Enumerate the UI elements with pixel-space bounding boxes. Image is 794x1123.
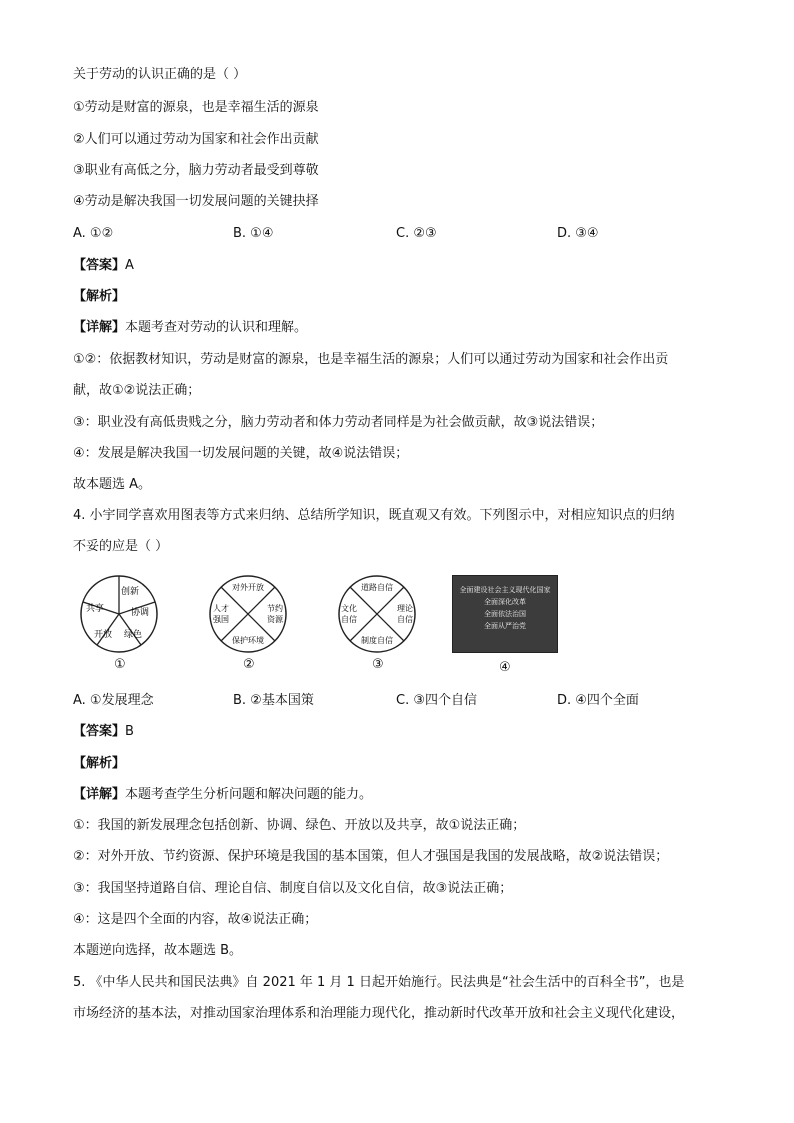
q3-stem: 关于劳动的认识正确的是（ ） [73,67,247,82]
q3-explain-2: 献，故①②说法正确； [73,383,201,398]
fig3-label-right-2: 自信 [397,615,413,624]
fig4-line-4: 全面从严治党 [484,622,526,630]
figure-3-number: ③ [372,657,384,672]
q5-stem-line-1: 5. 《中华人民共和国民法典》自 2021 年 1 月 1 日起开始施行。民法典是“社会生活中的百科全书”，也是 [73,975,685,990]
fig2-label-right-2: 资源 [267,615,283,624]
q3-conclusion: 故本题选 A。 [73,477,152,492]
q3-option-a: A. ①② [73,226,114,241]
fig4-line-3: 全面依法治国 [484,610,526,618]
fig3-label-right-1: 理论 [397,604,413,613]
q4-option-a: A. ①发展理念 [73,693,154,708]
figure-1-number: ① [114,657,126,672]
fig2-label-bottom: 保护环境 [232,636,264,645]
fig3-label-top: 道路自信 [361,583,393,592]
q4-option-b: B. ②基本国策 [233,693,314,708]
q3-explain-3: ③：职业没有高低贵贱之分，脑力劳动者和体力劳动者同样是为社会做贡献，故③说法错误； [73,415,604,430]
detail-text: 本题考查学生分析问题和解决问题的能力。 [125,787,373,802]
q3-analysis-tag: 【解析】 [73,289,126,304]
q4-explain-1: ①：我国的新发展理念包括创新、协调、绿色、开放以及共享，故①说法正确； [73,818,526,833]
figure-4-image [452,575,558,653]
fig4-line-1: 全面建设社会主义现代化国家 [459,586,551,594]
q4-stem-line-1: 4. 小宇同学喜欢用图表等方式来归纳、总结所学知识，既直观又有效。下列图示中，对相应知识点的归纳 [73,508,675,523]
detail-tag: 【详解】 [73,320,126,335]
q4-detail [73,786,372,804]
fig1-label-share: 共享 [86,604,105,614]
figure-1-diagram [74,573,164,655]
fig1-label-open: 开放 [94,630,113,640]
q3-option-c: C. ②③ [396,226,437,241]
detail-text: 本题考查对劳动的认识和理解。 [125,320,308,335]
figure-4-number: ④ [499,660,511,675]
q4-conclusion: 本题逆向选择，故本题选 B。 [73,943,243,958]
fig2-label-left-2: 强国 [213,615,229,624]
q3-item-1: ①劳动是财富的源泉，也是幸福生活的源泉 [73,100,319,115]
q4-answer [73,723,134,741]
q4-option-d: D. ④四个全面 [557,693,639,708]
q3-explain-1: ①②：依据教材知识，劳动是财富的源泉，也是幸福生活的源泉；人们可以通过劳动为国家和社会作出贡 [73,352,669,367]
fig1-label-coordination: 协调 [131,608,150,618]
q3-answer [73,257,134,275]
fig1-label-green: 绿色 [124,630,143,640]
answer-tag: 【答案】 [73,724,126,739]
q3-detail [73,319,307,337]
fig3-label-left-2: 自信 [341,615,357,624]
q3-option-d: D. ③④ [557,226,599,241]
fig3-label-left-1: 文化 [341,604,357,613]
figure-3-diagram [332,573,422,655]
figure-2-diagram [203,573,293,655]
fig2-label-left-1: 人才 [213,604,229,613]
answer-value: A [125,258,134,273]
fig1-label-innovation: 创新 [121,587,140,597]
fig4-line-2: 全面深化改革 [484,598,526,606]
fig3-label-bottom: 制度自信 [361,636,393,645]
figure-2-number: ② [243,657,255,672]
answer-tag: 【答案】 [73,258,126,273]
q3-item-4: ④劳动是解决我国一切发展问题的关键抉择 [73,194,319,209]
q3-option-b: B. ①④ [233,226,274,241]
fig2-label-top: 对外开放 [232,583,264,592]
q3-item-3: ③职业有高低之分，脑力劳动者最受到尊敬 [73,163,319,178]
q3-explain-4: ④：发展是解决我国一切发展问题的关键，故④说法错误； [73,446,409,461]
q4-explain-4: ④：这是四个全面的内容，故④说法正确； [73,912,318,927]
fig2-label-right-1: 节约 [267,604,283,613]
q3-item-2: ②人们可以通过劳动为国家和社会作出贡献 [73,132,319,147]
answer-value: B [125,724,134,739]
q4-analysis-tag: 【解析】 [73,756,126,771]
q4-stem-line-2: 不妥的应是（ ） [73,539,169,554]
q5-stem-line-2: 市场经济的基本法，对推动国家治理体系和治理能力现代化，推动新时代改革开放和社会主义现代化建设， [73,1006,685,1021]
q4-option-c: C. ③四个自信 [396,693,477,708]
detail-tag: 【详解】 [73,787,126,802]
q4-explain-2: ②：对外开放、节约资源、保护环境是我国的基本国策，但人才强国是我国的发展战略，故②说法错误； [73,849,669,864]
q4-explain-3: ③：我国坚持道路自信、理论自信、制度自信以及文化自信，故③说法正确； [73,881,513,896]
